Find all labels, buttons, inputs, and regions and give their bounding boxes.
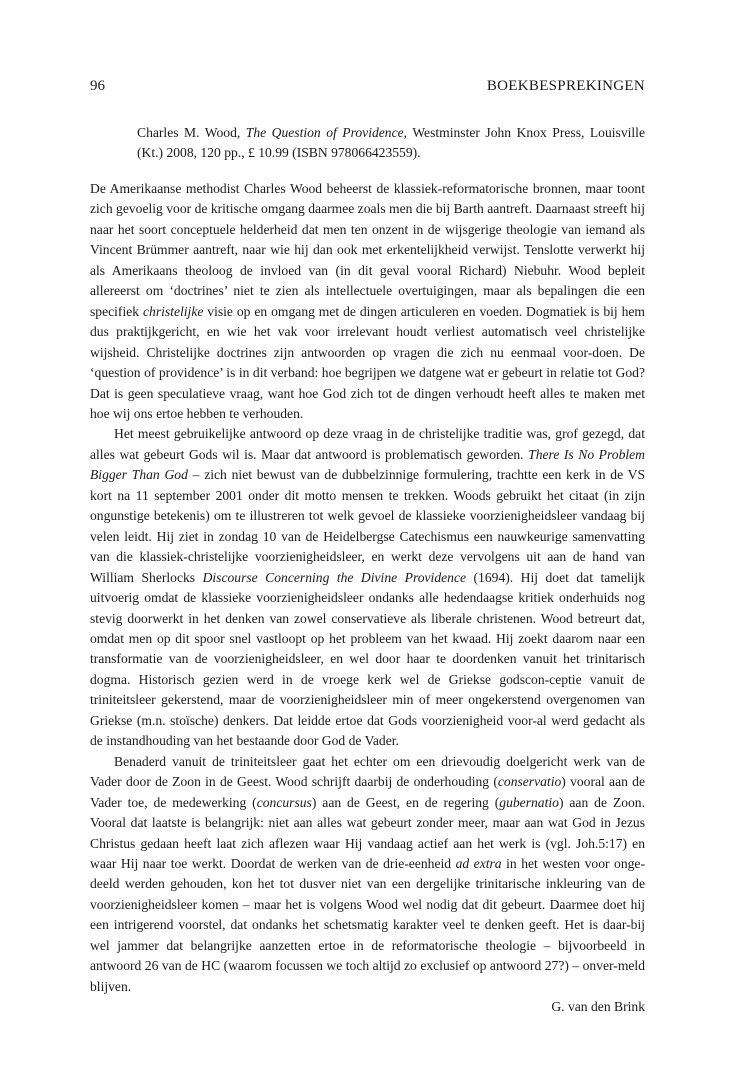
italic-text: christelijke bbox=[142, 303, 204, 319]
italic-text: conservatio bbox=[497, 774, 562, 790]
text-run: visie op en omgang met de dingen articuleren en voeden. Dogmatiek is bij hem dus praktijkgericht, en wie het vak voor irrelevant houdt verliest automatisch veel christelijke wijsheid. Christelijke doctrines zijn antwoorden op vragen die zich nu eenmaal voor-doen. De ‘question of providence’ is in dit verband: hoe begrijpen we datgene wat er gebeurt in relatie tot God? Dat is geen speculatieve vraag, want hoe God zich tot de dingen verhoudt heeft alles te maken met hoe wij ons ertoe hebben te verhouden. bbox=[90, 303, 645, 421]
text-run: ) aan de Zoon. Vooral dat laatste is belangrijk: niet aan alles wat gebeurt zonder meer, maar aan wat God in Jezus Christus gedaan heeft laat zich aflezen waar Hij vandaag actief aan het werk is (vgl. Joh.5:17) en waar Hij naar toe werkt. Doordat de werken van de drie-eenheid bbox=[90, 794, 646, 871]
text-run: De Amerikaanse methodist Charles Wood beheerst de klassiek-reformatorische bronnen, maar toont zich gevoelig voor de kritische omgang daarmee zoals men die bij Barth aantreft. Daarnaast streeft hij naar het soort conceptuele helderheid dat men ten onzent in de wijsgerige theologie van iemand als Vincent Brümmer aantreft, naar wie hij dan ook met erkentelijkheid verwijst. Tenslotte verwerkt hij als Amerikaans theoloog de invloed van (in dit geval vooral Richard) Niebuhr. Wood bepleit allereerst om ‘doctrines’ niet te zien als intellectuele overtuigingen, maar als bepalingen die een specifiek bbox=[90, 181, 645, 319]
text-run: – zich niet bewust van de dubbelzinnige formulering, trachtte een kerk in de VS kort na 11 september 2001 onder dit motto mensen te trekken. Woods gebruikt het citaat (in zijn ongunstige betekenis) om te illustreren tot welk gevoel de klassieke voorzienigheidsleer vandaag bij velen leidt. Hij ziet in zondag 10 van de Heidelbergse Catechismus een nauwkeurige samenvatting van die klassiek-christelijke voorzienigheidsleer, en werkt deze vervolgens uit aan de hand van William Sherlocks bbox=[90, 467, 646, 585]
paragraph-2 bbox=[90, 424, 645, 751]
paragraph-1 bbox=[90, 179, 645, 424]
book-citation bbox=[137, 123, 645, 163]
reviewer-signature: G. van den Brink bbox=[551, 999, 645, 1015]
page-header bbox=[90, 78, 645, 100]
citation-details: , Westminster John Knox Press, Louisville (Kt.) 2008, 120 pp., £ 10.99 (ISBN 978066423559). bbox=[137, 125, 645, 160]
text-run: Het meest gebruikelijke antwoord op deze vraag in de christelijke traditie was, grof gezegd, dat alles wat gebeurt Gods wil is. Maar dat antwoord is problematisch geworden. bbox=[90, 426, 645, 462]
paragraph-3 bbox=[90, 752, 645, 997]
italic-text: concursus bbox=[256, 794, 312, 810]
text-run: (1694). Hij doet dat tamelijk uitvoerig omdat de klassieke voorzienigheidsleer ondanks alle hedendaagse kritiek onderhuids nog stevig doorwerkt in het denken van zowel conservatieve als liberale christenen. Wood betreurt dat, omdat men op dit spoor snel vastloopt op het probleem van het kwaad. Hij zoekt daarom naar een transformatie van de voorzienigheidsleer, en wel door haar te doordenken vanuit het trinitarisch dogma. Historisch gezien werd in de vroege kerk wel de Griekse godscon-ceptie vanuit de triniteitsleer gekerstend, maar de voorzienigheidsleer min of meer ongekerstend overgenomen van Griekse (m.n. stoïsche) denkers. Dat leidde ertoe dat Gods voorzienigheid voor-al werd gedacht als de instandhouding van het bestaande door God de Vader. bbox=[90, 569, 646, 749]
italic-text: There Is No Problem Bigger Than God bbox=[90, 446, 645, 483]
text-run: ) vooral aan de Vader toe, de medewerking ( bbox=[90, 774, 645, 810]
text-run: Benaderd vanuit de triniteitsleer gaat het echter om een drievoudig doelgericht werk van de Vader door de Zoon in de Geest. Wood schrijft daarbij de onderhouding ( bbox=[90, 753, 645, 790]
italic-text: ad extra bbox=[455, 855, 502, 871]
page-number: 96 bbox=[90, 78, 105, 94]
citation-title: The Question of Providence bbox=[245, 125, 404, 140]
running-head: BOEKBESPREKINGEN bbox=[486, 78, 645, 94]
text-run: in het westen voor onge-deeld werden gehouden, kon het tot dusver niet van een dergelijke trinitarische inkleuring van de voorzienigheidsleer komen – maar het is volgens Wood wel nodig dat dit gebeurt. Daarmee doet hij een intrigerend voorstel, dat ondanks het schetsmatig karakter veel te denken geeft. Het is daar-bij wel jammer dat belangrijke aanzetten ertoe in de reformatorische theologie – bijvoorbeeld in antwoord 26 van de HC (waarom focussen we toch altijd zo exclusief op antwoord 27?) – onver-meld blijven. bbox=[90, 855, 645, 994]
citation-author: Charles M. Wood, bbox=[137, 125, 246, 140]
italic-text: Discourse Concerning the Divine Providence bbox=[202, 569, 467, 585]
review-body bbox=[90, 179, 645, 1018]
text-run: ) aan de Geest, en de regering ( bbox=[311, 794, 500, 810]
italic-text: gubernatio bbox=[499, 794, 559, 810]
